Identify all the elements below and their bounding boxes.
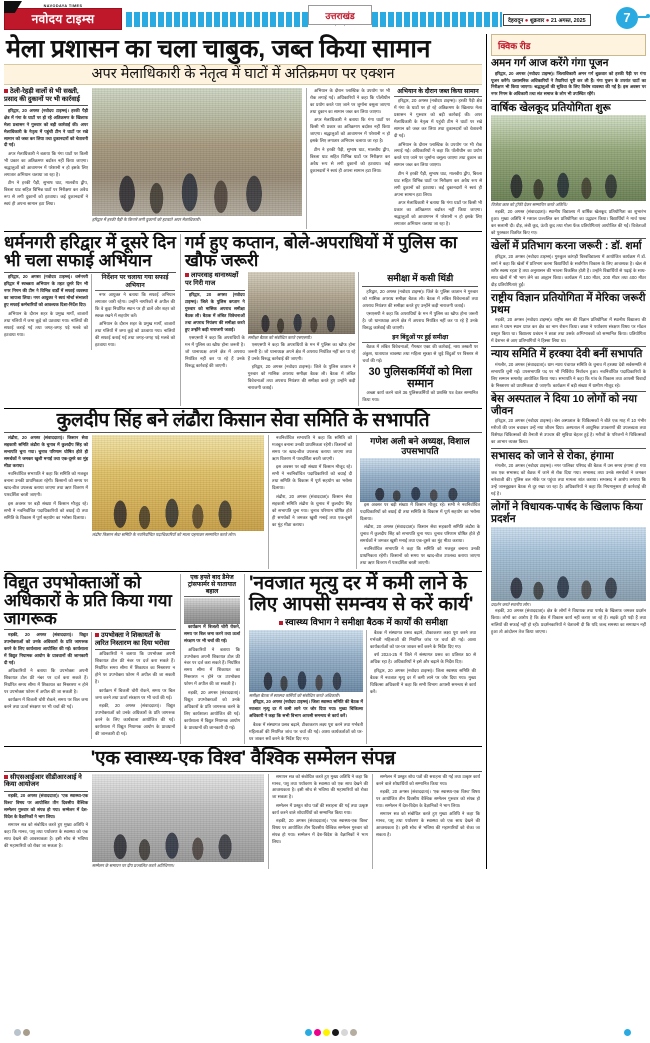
sidebar-item-body: रुड़की, 20 अगस्त (संवाददाता)। स्थानीय विद्यालय में वार्षिक खेलकूद प्रतियोगिता का शुभारंभ हुआ। मुख्य अतिथि ने मशाल प्रज्वलित कर प्रतियोगिता का उद्घाटन किया। विद्यार्थियों ने मार्च पास्ट कर सलामी दी। दौड़, लंबी कूद, ऊंची कूद तथा गोला फेंक प्रतियोगिताएं आयोजित की गईं। विजेताओं को पुरस्कार वितरित किए गए। — [491, 208, 646, 235]
bijli-box-photo — [184, 598, 240, 624]
regmark-right — [624, 1029, 631, 1036]
sidebar-item-headline: सभासद को जाने से रोका, हंगामा — [491, 449, 614, 462]
list-item[interactable] — [491, 241, 646, 288]
regmark-dot — [624, 1029, 631, 1036]
list-item[interactable] — [491, 293, 646, 345]
health-photo-caption: सम्मेलन के समापन पर दीप प्रज्वलित करते अतिथिगण। — [92, 862, 175, 868]
divider — [491, 448, 646, 449]
regmark-dot — [305, 1029, 312, 1036]
lead-subhead: अपर मेलाधिकारी के नेतृत्व में घाटों में अतिक्रमण पर एक्शन — [4, 64, 482, 86]
sidebar-item-headline: न्याय समिति में हरक्या देवी बनीं सभापति — [491, 348, 643, 361]
dateline-date: 21 अगस्त, 2025 — [550, 18, 586, 24]
sidebar-quick-read — [486, 34, 646, 869]
regmark-dot — [14, 1029, 21, 1036]
sidebar-item-photo — [491, 527, 646, 601]
divider — [362, 286, 478, 287]
kisan-story — [4, 411, 482, 569]
sidebar-item-body: मंगलौर, 20 अगस्त (नवोदय टाइम्स)। नगर पालिका परिषद की बैठक में उस समय हंगामा हो गया जब एक सभासद को बैठक में जाने से रोक दिया गया। सभासद तथा उनके समर्थकों ने जमकर नारेबाजी की। पुलिस बल मौके पर पहुंचा तथा मामला शांत कराया। सभासद ने आरोप लगाया कि उन्हें जानबूझकर बैठक से दूर रखा जा रहा है। अधिकारियों ने कहा कि नियमानुसार ही कार्रवाई की गई है। — [491, 463, 646, 497]
sidebar-item-body: हरिद्वार, 20 अगस्त (नवोदय टाइम्स)। गुरुकुल कांगड़ी विश्वविद्यालय में आयोजित कार्यक्रम में डॉ. शर्मा ने कहा कि खेलों में प्रतिभाग करना विद्यार्थियों के सर्वांगीण विकास के लिए आवश्यक है। खेल से शरीर स्वस्थ रहता है तथा अनुशासन की भावना विकसित होती है। उन्होंने विद्यार्थियों से पढ़ाई के साथ-साथ खेलों में भी भाग लेने का आह्वान किया। कार्यक्रम में 100 मीटर, 200 मीटर तथा 400 मीटर दौड़ प्रतियोगिताएं हुईं। — [491, 253, 646, 287]
kisan-headline: कुलदीप सिंह बने लंढौरा किसान सेवा समिति के सभापति — [56, 409, 430, 431]
bullet-square-icon — [95, 633, 99, 637]
list-item[interactable] — [491, 394, 646, 446]
divider — [491, 100, 646, 101]
list-item[interactable] — [491, 103, 646, 237]
kisan-photo-caption: लंढौरा किसान सेवा समिति के नवनिर्वाचित पदाधिकारियों को माला पहनाकर सम्मानित करते लोग। — [92, 532, 236, 538]
list-item[interactable] — [491, 58, 646, 98]
bullet-square-icon — [185, 273, 189, 277]
dateline-city: देहरादून — [508, 18, 524, 24]
regmark-dot — [350, 1029, 357, 1036]
divider — [4, 105, 88, 106]
second-deck — [4, 234, 482, 405]
bullet-square-icon — [4, 89, 8, 93]
police-kicker: समीक्षा में कसी थिंडी — [387, 273, 454, 284]
divider — [4, 571, 482, 572]
divider — [4, 272, 176, 273]
bullet-square-icon — [4, 775, 8, 779]
sweep-headline: धर्मनगरी हरिद्वार में दूसरे दिन भी चला सफाई अभियान — [4, 233, 176, 271]
sidebar-item-body: रुड़की, 20 अगस्त (संवाददाता)। क्षेत्र के लोगों ने विधायक तथा पार्षद के खिलाफ जमकर प्रदर्शन किया। लोगों का आरोप है कि क्षेत्र में विकास कार्य नहीं कराए जा रहे हैं। सड़कें टूटी पड़ी हैं तथा नालियों की सफाई नहीं हो रही। प्रदर्शनकारियों ने चेतावनी दी कि यदि जल्द समस्या का समाधान नहीं हुआ तो आंदोलन तेज किया जाएगा। — [491, 608, 646, 634]
lead-body-col3: अभियान के दौरान प्लास्टिक के उपयोग पर भी रोक लगाई गई। अधिकारियों ने कहा कि पॉलीथीन का प्रयोग करते पाए जाने पर जुर्माना वसूला जाएगा तथा दुकान का सामान जब्त कर लिया जाएगा। अपर मेलाधिकारी ने बताया कि गंगा घाटों पर किसी भी प्रकार का अतिक्रमण बर्दाश्त नहीं किया जाएगा। श्रद्धालुओं को आवागमन में परेशानी न हो इसके लिए लगातार अभियान चलाया जा रहा है। टीम ने हरकी पैड़ी, सुभाष घाट, मालवीय द्वीप, बिरला घाट सहित विभिन्न घाटों पर निरीक्षण कर अवैध रूप से लगी दुकानों को हटवाया। कई दुकानदारों ने स्वयं ही अपना सामान हटा लिया। — [310, 88, 390, 173]
sidebar-item-body: रुड़की, 20 अगस्त (नवोदय टाइम्स)। राष्ट्रीय स्तर की विज्ञान प्रतियोगिता में स्थानीय विद्यालय की छात्रा ने प्रथम स्थान प्राप्त कर क्षेत्र का नाम रोशन किया। छात्रा ने पर्यावरण संरक्षण विषय पर मॉडल प्रस्तुत किया था। विद्यालय प्रबंधन ने छात्रा तथा उसके अभिभावकों को सम्मानित किया। प्रतियोगिता में देशभर से आए प्रतिभागियों ने हिस्सा लिया था। — [491, 317, 646, 343]
bijli-box-head: एक हफ्ते बाद डैमेज ट्रांसफार्मर से यातायात बहाल — [184, 574, 240, 597]
sidebar-header-label: क्विक रीड — [498, 41, 531, 51]
divider — [491, 290, 646, 291]
police-body-col1: हरिद्वार, 20 अगस्त (नवोदय टाइम्स)। जिले के पुलिस कप्तान ने गुरुवार को मासिक अपराध समीक्षा बैठक ली। बैठक में लंबित विवेचनाओं तथा अपराध नियंत्रण की समीक्षा करते हुए उन्होंने कड़ी नाराजगी जताई। एसएसपी ने कहा कि अपराधियों के मन में पुलिस का खौफ होना जरूरी है। जो थानाध्यक्ष अपने क्षेत्र में अपराध नियंत्रित नहीं कर पा रहे हैं उनके विरुद्ध कार्रवाई की जाएगी। — [185, 292, 245, 369]
logo-title: नवोदय टाइम्स — [4, 8, 122, 30]
sidebar-item-body: हरिद्वार, 20 अगस्त (नवोदय टाइम्स)। बेस अस्पताल के चिकित्सकों ने बीते एक माह में 10 गंभीर मरीजों की जान बचाकर उन्हें नया जीवन दिया। अस्पताल में आधुनिक उपकरणों की उपलब्धता तथा विशेषज्ञ चिकित्सकों की तैनाती से उपचार की सुविधा बेहतर हुई है। मरीजों के परिजनों ने चिकित्सकों का आभार व्यक्त किया। — [491, 418, 646, 445]
navjat-body-col1: हरिद्वार, 20 अगस्त (नवोदय टाइम्स)। जिला स्वास्थ्य समिति की बैठक में नवजात मृत्यु दर में कमी लाने पर जोर दिया गया। मुख्य चिकित्सा अधिकारी ने कहा कि सभी विभाग आपसी समन्वय से कार्य करें। बैठक में संस्थागत प्रसव बढ़ाने, टीकाकरण लक्ष्य पूरा करने तथा गर्भवती महिलाओं की नियमित जांच पर चर्चा की गई। आशा कार्यकर्ताओं को घर-घर जाकर सर्वे करने के निर्देश दिए गए। — [249, 699, 363, 741]
bijli-headline: विद्युत उपभोक्ताओं को अधिकारों के प्रति किया गया जागरूक — [4, 572, 172, 628]
list-item[interactable] — [491, 349, 646, 389]
regmark-dot — [332, 1029, 339, 1036]
divider — [4, 771, 482, 772]
lead-body-col1: हरिद्वार, 20 अगस्त (नवोदय टाइम्स)। हरकी पैड़ी क्षेत्र में गंगा के घाटों पर हो रहे अतिक्रमण के खिलाफ मेला प्रशासन ने गुरुवार को बड़ी कार्रवाई की। अपर मेलाधिकारी के नेतृत्व में पहुंची टीम ने घाटों पर रखे सामान को जब्त कर लिया तथा दुकानदारों को चेतावनी दी गई। अपर मेलाधिकारी ने बताया कि गंगा घाटों पर किसी भी प्रकार का अतिक्रमण बर्दाश्त नहीं किया जाएगा। श्रद्धालुओं को आवागमन में परेशानी न हो इसके लिए लगातार अभियान चलाया जा रहा है। टीम ने हरकी पैड़ी, सुभाष घाट, मालवीय द्वीप, बिरला घाट सहित विभिन्न घाटों पर निरीक्षण कर अवैध रूप से लगी दुकानों को हटवाया। कई दुकानदारों ने स्वयं ही अपना सामान हटा लिया। — [4, 107, 88, 207]
lead-photo — [92, 88, 302, 216]
sidebar-item-headline: अमन गर्ग आज करेंगे गंगा पूजन — [491, 57, 609, 69]
kisan-body-col4: इस अवसर पर बड़ी संख्या में किसान मौजूद रहे। सभी ने नवनिर्वाचित पदाधिकारियों को बधाई दी तथा समिति के विकास में पूर्ण सहयोग का भरोसा दिलाया। लंढौरा, 20 अगस्त (संवाददाता)। किसान सेवा सहकारी समिति लंढौरा के चुनाव में कुलदीप सिंह को सभापति चुना गया। चुनाव परिणाम घोषित होते ही समर्थकों ने जमकर खुशी मनाई तथा एक-दूसरे का मुंह मीठा कराया। नवनिर्वाचित सभापति ने कहा कि समिति को मजबूत बनाना उनकी प्राथमिकता रहेगी। किसानों को समय पर खाद-बीज उपलब्ध कराया जाएगा तथा ऋण वितरण में पारदर्शिता बरती जाएगी। — [360, 501, 480, 566]
police-headline: गर्म हुए कप्तान, बोले-अपराधियों में पुलिस का खौफ जरूरी — [185, 233, 458, 271]
masthead-stripe-right — [372, 12, 502, 27]
divider — [95, 649, 175, 650]
kisan-photo-2 — [360, 458, 480, 502]
sidebar-item-body: मंगलौर, 20 अगस्त (संवाददाता)। ग्राम न्याय पंचायत समिति के चुनाव में हरक्या देवी सर्वसम्मति से सभापति चुनी गईं। उपसभापति पद पर भी निर्विरोध निर्वाचन हुआ। नवनिर्वाचित पदाधिकारियों के लिए सम्मान समारोह आयोजित किया गया। सभापति ने कहा कि गांव के विकास तथा आपसी विवादों के निस्तारण को प्राथमिकता दी जाएगी। कार्यक्रम में बड़ी संख्या में ग्रामीण मौजूद रहे। — [491, 361, 646, 388]
masthead — [0, 0, 650, 34]
dateline-day: शुक्रवार — [529, 18, 545, 24]
health-body-col1: रुड़की, 20 अगस्त (संवाददाता)। 'एक स्वास्थ्य-एक विश्व' विषय पर आयोजित तीन दिवसीय वैश्विक सम्मेलन गुरुवार को संपन्न हो गया। सम्मेलन में देश-विदेश के वैज्ञानिकों ने भाग लिया। समापन सत्र को संबोधित करते हुए मुख्य अतिथि ने कहा कि मानव, पशु तथा पर्यावरण के स्वास्थ्य को एक साथ देखने की आवश्यकता है। इसी सोच से भविष्य की महामारियों को रोका जा सकता है। — [4, 793, 88, 849]
fourth-deck — [4, 574, 482, 744]
navjat-body-col2: बैठक में संस्थागत प्रसव बढ़ाने, टीकाकरण लक्ष्य पूरा करने तथा गर्भवती महिलाओं की नियमित जांच पर चर्चा की गई। आशा कार्यकर्ताओं को घर-घर जाकर सर्वे करने के निर्देश दिए गए। वर्ष 2024-25 में जिले में संस्थागत प्रसव का प्रतिशत 50 से अधिक रहा है। अधिकारियों ने इसे और बढ़ाने के निर्देश दिए। हरिद्वार, 20 अगस्त (नवोदय टाइम्स)। जिला स्वास्थ्य समिति की बैठक में नवजात मृत्यु दर में कमी लाने पर जोर दिया गया। मुख्य चिकित्सा अधिकारी ने कहा कि सभी विभाग आपसी समन्वय से कार्य करें। — [370, 629, 476, 694]
sidebar-item-headline: लोगों ने विधायक-पार्षद के खिलाफ किया प्रदर्शन — [491, 501, 643, 526]
sidebar-item-caption: प्रदर्शन करते स्थानीय लोग। — [491, 601, 531, 607]
list-item[interactable] — [491, 451, 646, 498]
sweep-story — [4, 234, 176, 405]
kisan-body-col3: नवनिर्वाचित सभापति ने कहा कि समिति को मजबूत बनाना उनकी प्राथमिकता रहेगी। किसानों को समय पर खाद-बीज उपलब्ध कराया जाएगा तथा ऋण वितरण में पारदर्शिता बरती जाएगी। इस अवसर पर बड़ी संख्या में किसान मौजूद रहे। सभी ने नवनिर्वाचित पदाधिकारियों को बधाई दी तथा समिति के विकास में पूर्ण सहयोग का भरोसा दिलाया। लंढौरा, 20 अगस्त (संवाददाता)। किसान सेवा सहकारी समिति लंढौरा के चुनाव में कुलदीप सिंह को सभापति चुना गया। चुनाव परिणाम घोषित होते ही समर्थकों ने जमकर खुशी मनाई तथा एक-दूसरे का मुंह मीठा कराया। — [272, 435, 353, 527]
bijli-bullet-head: उपभोक्ता ने शिकायतों के त्वरित निस्तारण का दिया भरोसा — [95, 631, 170, 647]
kisan-subhead: गणेश अली बने अध्यक्ष, विशाल उपसभापति — [370, 436, 470, 457]
police-body-col3: हरिद्वार, 20 अगस्त (नवोदय टाइम्स)। जिले के पुलिस कप्तान ने गुरुवार को मासिक अपराध समीक्षा बैठक ली। बैठक में लंबित विवेचनाओं तथा अपराध नियंत्रण की समीक्षा करते हुए उन्होंने कड़ी नाराजगी जताई। एसएसपी ने कहा कि अपराधियों के मन में पुलिस का खौफ होना जरूरी है। जो थानाध्यक्ष अपने क्षेत्र में अपराध नियंत्रित नहीं कर पा रहे हैं उनके विरुद्ध कार्रवाई की जाएगी। — [362, 288, 478, 331]
newspaper-logo[interactable] — [4, 4, 122, 30]
logo-subtitle: NAVODAYA TIMES — [43, 4, 83, 8]
bijli-box-body: कार्यक्रम में बिजली चोरी रोकने, समय पर बिल जमा करने तथा ऊर्जा संरक्षण पर भी चर्चा की गई। अधिकारियों ने बताया कि उपभोक्ता अपनी शिकायत टोल फ्री नंबर पर दर्ज करा सकते हैं। निर्धारित समय सीमा में शिकायत का निस्तारण न होने पर उपभोक्ता फोरम में अपील की जा सकती है। रुड़की, 20 अगस्त (संवाददाता)। विद्युत उपभोक्ताओं को उनके अधिकारों के प्रति जागरूक करने के लिए कार्यशाला आयोजित की गई। कार्यशाला में विद्युत नियामक आयोग के प्रावधानों की जानकारी दी गई। — [184, 624, 240, 730]
health-photo — [92, 774, 264, 862]
bijli-body-col2: अधिकारियों ने बताया कि उपभोक्ता अपनी शिकायत टोल फ्री नंबर पर दर्ज करा सकते हैं। निर्धारित समय सीमा में शिकायत का निस्तारण न होने पर उपभोक्ता फोरम में अपील की जा सकती है। कार्यक्रम में बिजली चोरी रोकने, समय पर बिल जमा करने तथा ऊर्जा संरक्षण पर भी चर्चा की गई। रुड़की, 20 अगस्त (संवाददाता)। विद्युत उपभोक्ताओं को उनके अधिकारों के प्रति जागरूक करने के लिए कार्यशाला आयोजित की गई। कार्यशाला में विद्युत नियामक आयोग के प्रावधानों की जानकारी दी गई। — [95, 651, 175, 736]
sidebar-item-headline: राष्ट्रीय विज्ञान प्रतियोगिता में मेरिका जरूरी प्रथम — [491, 291, 646, 316]
regmark-center — [305, 1029, 357, 1036]
page-body — [0, 34, 650, 869]
navjat-subhead: स्वास्थ्य विभाग ने समीक्षा बैठक में कार्यों की समीक्षा — [249, 616, 478, 628]
page-number-tail-icon — [638, 16, 647, 18]
dateline — [503, 14, 591, 26]
bijli-body-col1: रुड़की, 20 अगस्त (संवाददाता)। विद्युत उपभोक्ताओं को उनके अधिकारों के प्रति जागरूक करने के लिए कार्यशाला आयोजित की गई। कार्यशाला में विद्युत नियामक आयोग के प्रावधानों की जानकारी दी गई। अधिकारियों ने बताया कि उपभोक्ता अपनी शिकायत टोल फ्री नंबर पर दर्ज करा सकते हैं। निर्धारित समय सीमा में शिकायत का निस्तारण न होने पर उपभोक्ता फोरम में अपील की जा सकती है। कार्यक्रम में बिजली चोरी रोकने, समय पर बिल जमा करने तथा ऊर्जा संरक्षण पर भी चर्चा की गई। — [4, 631, 88, 710]
police-box-head: इन बिंदुओं पर हुई समीक्षा — [362, 334, 478, 343]
health-body-col4: सम्मेलन में प्रस्तुत शोध पत्रों की सराहना की गई तथा उत्कृष्ट कार्य करने वाले शोधार्थियों को सम्मानित किया गया। रुड़की, 20 अगस्त (संवाददाता)। 'एक स्वास्थ्य-एक विश्व' विषय पर आयोजित तीन दिवसीय वैश्विक सम्मेलन गुरुवार को संपन्न हो गया। सम्मेलन में देश-विदेश के वैज्ञानिकों ने भाग लिया। समापन सत्र को संबोधित करते हुए मुख्य अतिथि ने कहा कि मानव, पशु तथा पर्यावरण के स्वास्थ्य को एक साथ देखने की आवश्यकता है। इसी सोच से भविष्य की महामारियों को रोका जा सकता है। — [376, 773, 480, 838]
main-content — [4, 34, 482, 869]
kisan-photo — [92, 435, 264, 531]
health-body-col3: समापन सत्र को संबोधित करते हुए मुख्य अतिथि ने कहा कि मानव, पशु तथा पर्यावरण के स्वास्थ्य को एक साथ देखने की आवश्यकता है। इसी सोच से भविष्य की महामारियों को रोका जा सकता है। सम्मेलन में प्रस्तुत शोध पत्रों की सराहना की गई तथा उत्कृष्ट कार्य करने वाले शोधार्थियों को सम्मानित किया गया। रुड़की, 20 अगस्त (संवाददाता)। 'एक स्वास्थ्य-एक विश्व' विषय पर आयोजित तीन दिवसीय वैश्विक सम्मेलन गुरुवार को संपन्न हो गया। सम्मेलन में देश-विदेश के वैज्ञानिकों ने भाग लिया। — [272, 773, 368, 845]
bijli-side-box — [180, 574, 240, 744]
page-number-badge: 7 — [616, 7, 638, 29]
sidebar-item-headline: वार्षिक खेलकूद प्रतियोगिता शुरू — [491, 101, 611, 114]
dateline-separator-dot-2: ● — [545, 18, 550, 24]
lead-photo-caption: हरिद्वार में हरकी पैड़ी के किनारे लगी दुकानों को हटवाते अपर मेलाधिकारी। — [92, 217, 201, 223]
sidebar-item-headline: खेलों में प्रतिभाग करना जरूरी : डॉ. शर्मा — [491, 240, 642, 253]
kisan-body-col1: लंढौरा, 20 अगस्त (संवाददाता)। किसान सेवा सहकारी समिति लंढौरा के चुनाव में कुलदीप सिंह को सभापति चुना गया। चुनाव परिणाम घोषित होते ही समर्थकों ने जमकर खुशी मनाई तथा एक-दूसरे का मुंह मीठा कराया। नवनिर्वाचित सभापति ने कहा कि समिति को मजबूत बनाना उनकी प्राथमिकता रहेगी। किसानों को समय पर खाद-बीज उपलब्ध कराया जाएगा तथा ऋण वितरण में पारदर्शिता बरती जाएगी। इस अवसर पर बड़ी संख्या में किसान मौजूद रहे। सभी ने नवनिर्वाचित पदाधिकारियों को बधाई दी तथा समिति के विकास में पूर्ण सहयोग का भरोसा दिलाया। — [4, 435, 88, 520]
divider — [4, 746, 482, 747]
bijli-story — [4, 574, 176, 744]
divider — [185, 290, 245, 291]
police-subhead-2: 30 पुलिसकर्मियों को मिला सम्मान — [368, 366, 472, 391]
sweep-body-col2: निर्देशन पर चलाया गया सफाई अभियान नगर आयुक्त ने बताया कि सफाई अभियान लगातार जारी रहेगा। उन्होंने नागरिकों से अपील की कि वे कूड़ा निर्धारित स्थान पर ही डालें और शहर को स्वच्छ रखने में सहयोग करें। अभियान के दौरान शहर के प्रमुख मार्गों, बाजारों तथा गलियों में जमा कूड़े को उठवाया गया। नालियों की सफाई कराई गई तथा जगह-जगह पड़े मलबे को हटवाया गया। — [91, 274, 175, 350]
sweep-body-col1: हरिद्वार, 20 अगस्त (नवोदय टाइम्स)। धर्मनगरी हरिद्वार में स्वच्छता अभियान के तहत दूसरे दिन भी नगर निगम की टीम ने विभिन्न वार्डों में सफाई व्यवस्था का जायजा लिया। नगर आयुक्त ने स्वयं मोर्चा संभालते हुए सफाई कर्मचारियों को आवश्यक दिशा-निर्देश दिए। अभियान के दौरान शहर के प्रमुख मार्गों, बाजारों तथा गलियों में जमा कूड़े को उठवाया गया। नालियों की सफाई कराई गई तथा जगह-जगह पड़े मलबे को हटवाया गया। — [4, 274, 88, 337]
sweep-subbox-head: निर्देशन पर चलाया गया सफाई अभियान — [95, 274, 175, 290]
divider — [4, 408, 482, 409]
health-headline: 'एक स्वास्थ्य-एक विश्व' वैश्विक सम्मेलन संपन्न — [90, 748, 396, 770]
bullet-square-icon — [279, 621, 283, 625]
lead-box-body: हरिद्वार, 20 अगस्त (नवोदय टाइम्स)। हरकी पैड़ी क्षेत्र में गंगा के घाटों पर हो रहे अतिक्रमण के खिलाफ मेला प्रशासन ने गुरुवार को बड़ी कार्रवाई की। अपर मेलाधिकारी के नेतृत्व में पहुंची टीम ने घाटों पर रखे सामान को जब्त कर लिया तथा दुकानदारों को चेतावनी दी गई। अभियान के दौरान प्लास्टिक के उपयोग पर भी रोक लगाई गई। अधिकारियों ने कहा कि पॉलीथीन का प्रयोग करते पाए जाने पर जुर्माना वसूला जाएगा तथा दुकान का सामान जब्त कर लिया जाएगा। टीम ने हरकी पैड़ी, सुभाष घाट, मालवीय द्वीप, बिरला घाट सहित विभिन्न घाटों पर निरीक्षण कर अवैध रूप से लगी दुकानों को हटवाया। कई दुकानदारों ने स्वयं ही अपना सामान हटा लिया। अपर मेलाधिकारी ने बताया कि गंगा घाटों पर किसी भी प्रकार का अतिक्रमण बर्दाश्त नहीं किया जाएगा। श्रद्धालुओं को आवागमन में परेशानी न हो इसके लिए लगातार अभियान चलाया जा रहा है। — [394, 98, 482, 226]
divider — [4, 791, 88, 792]
color-registration-bar — [0, 1029, 650, 1041]
lead-story — [4, 34, 482, 229]
navjat-photo-caption: समीक्षा बैठक में स्वास्थ्य कर्मियों को संबोधित करते अधिकारी। — [249, 692, 340, 698]
sidebar-item-headline: बेस अस्पताल ने दिया 10 लोगों को नया जीवन — [491, 393, 637, 417]
navjat-headline: 'नवजात मृत्यु दर में कमी लाने के लिए आपसी समन्वय से करें कार्य' — [249, 572, 474, 615]
regmark-left — [14, 1029, 30, 1036]
health-bullet-head: सीएसआईआर सीडीआरआई ने किया आयोजन — [4, 773, 82, 789]
lead-box-head: अभियान के दौरान जब्त किया सामान — [394, 88, 482, 97]
list-item[interactable] — [491, 502, 646, 635]
regmark-dot — [341, 1029, 348, 1036]
regmark-dot — [314, 1029, 321, 1036]
section-tab-label: उत्तराखंड — [325, 11, 355, 21]
masthead-stripe-left — [126, 12, 308, 27]
sidebar-item-photo — [491, 115, 646, 201]
dateline-separator-dot-1: ● — [524, 18, 529, 24]
divider — [4, 432, 482, 433]
sidebar-header — [491, 34, 646, 56]
police-story — [180, 234, 478, 405]
regmark-dot — [323, 1029, 330, 1036]
police-photo — [248, 272, 356, 334]
lead-headline: मेला प्रशासन का चला चाबुक, जब्त किया सामान — [6, 35, 431, 63]
regmark-dot — [23, 1029, 30, 1036]
section-tab-uttarakhand[interactable] — [308, 5, 372, 25]
police-body-col2: एसएसपी ने कहा कि अपराधियों के मन में पुलिस का खौफ होना जरूरी है। जो थानाध्यक्ष अपने क्षेत्र में अपराध नियंत्रित नहीं कर पा रहे हैं उनके विरुद्ध कार्रवाई की जाएगी। हरिद्वार, 20 अगस्त (नवोदय टाइम्स)। जिले के पुलिस कप्तान ने गुरुवार को मासिक अपराध समीक्षा बैठक ली। बैठक में लंबित विवेचनाओं तथा अपराध नियंत्रण की समीक्षा करते हुए उन्होंने कड़ी नाराजगी जताई। — [247, 341, 356, 391]
lead-bullet-head: ठेली-रेहड़ी वालों से भी सख्ती, प्रसाद की दुकानों पर भी कार्रवाई — [4, 88, 80, 103]
health-story — [4, 749, 482, 869]
section-tab-notch-icon — [335, 25, 345, 32]
navjat-story — [244, 574, 478, 744]
sidebar-item-body: हरिद्वार, 20 अगस्त (नवोदय टाइम्स)। जिलाधिकारी अमन गर्ग शुक्रवार को हरकी पैड़ी पर गंगा पूजन करेंगे। प्रशासनिक अधिकारियों ने तैयारियां पूरी कर ली हैं। गंगा पूजन के उपरांत घाटों का निरीक्षण भी किया जाएगा। श्रद्धालुओं की सुविधा के लिए विशेष व्यवस्था की गई है। इस अवसर पर नगर निगम के अधिकारी तथा संत समाज के लोग भी उपस्थित रहेंगे। — [491, 70, 646, 97]
police-side-head: लापरवाह थानाध्यक्षों पर गिरी गाज — [185, 272, 239, 288]
police-photo-caption: समीक्षा बैठक को संबोधित करते एसएसपी। — [247, 335, 312, 341]
sidebar-item-caption: विजेता छात्र को ट्रॉफी देकर सम्मानित करते अतिथि। — [491, 202, 568, 208]
police-subbody-2: अच्छा कार्य करने वाले 36 पुलिसकर्मियों को प्रशस्ति पत्र देकर सम्मानित किया गया। — [362, 390, 478, 403]
divider — [4, 629, 176, 630]
police-box-body: बैठक में लंबित विवेचनाओं, गैंगस्टर एक्ट की कार्रवाई, नशा तस्करी पर अंकुश, यातायात व्यवस्था तथा महिला सुरक्षा से जुड़े बिंदुओं पर विस्तार से चर्चा की गई। — [362, 343, 478, 363]
navjat-photo — [249, 630, 363, 692]
